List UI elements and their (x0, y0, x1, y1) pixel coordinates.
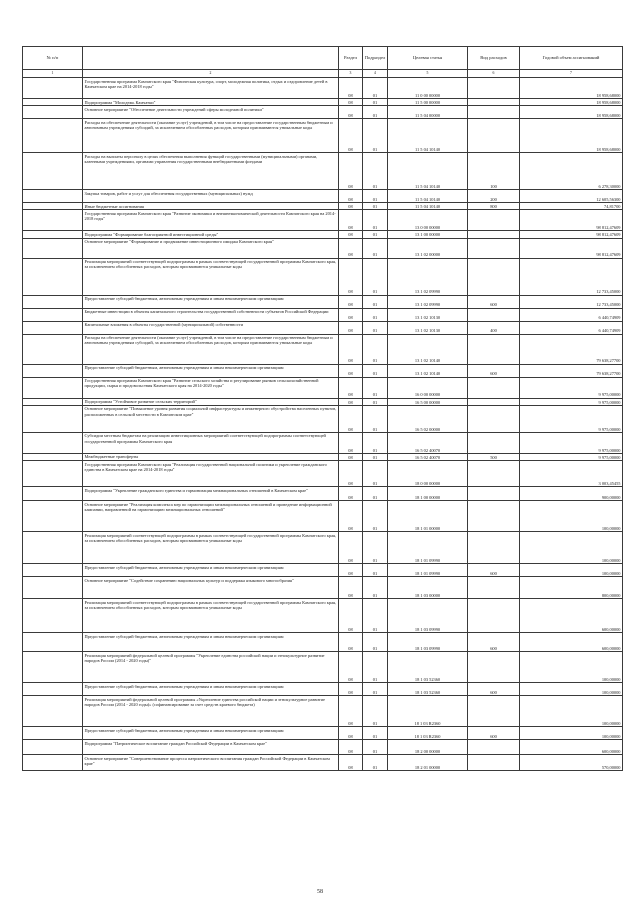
subsection-cell: 01 (363, 487, 388, 501)
subsection-cell: 01 (363, 599, 388, 633)
row-number-cell (23, 364, 83, 377)
table-row (23, 652, 623, 683)
target-article-cell: 18 1 03 52360 (388, 652, 468, 683)
section-cell: 08 (339, 321, 363, 334)
table-row (23, 231, 623, 238)
subsection-cell: 01 (363, 755, 388, 771)
table-row (23, 696, 623, 727)
amount-cell: 100,00000 (520, 727, 623, 740)
amount-cell: 98 812,47609 (520, 238, 623, 258)
subsection-cell: 01 (363, 564, 388, 577)
subsection-cell: 01 (363, 532, 388, 564)
target-article-cell: 13 0 00 00000 (388, 210, 468, 231)
row-number-cell (23, 210, 83, 231)
target-article-cell: 13 1 02 09990 (388, 258, 468, 295)
amount-cell: 3 003,45455 (520, 461, 623, 487)
subsection-cell: 01 (363, 727, 388, 740)
amount-cell: 800,00000 (520, 577, 623, 599)
expense-type-cell (468, 238, 520, 258)
amount-cell: 6 440,74909 (520, 321, 623, 334)
header-no: № п/п (23, 47, 83, 70)
table-row (23, 190, 623, 203)
table-row (23, 487, 623, 501)
target-article-cell: 13 1 02 10130 (388, 321, 468, 334)
expense-type-cell (468, 487, 520, 501)
section-cell: 08 (339, 727, 363, 740)
row-number-cell (23, 755, 83, 771)
expense-type-cell (468, 405, 520, 432)
expense-type-cell (468, 577, 520, 599)
section-cell: 08 (339, 238, 363, 258)
column-number: 6 (468, 70, 520, 78)
item-name-cell: Иные бюджетные ассигнования (83, 203, 339, 210)
section-cell: 08 (339, 203, 363, 210)
expense-type-cell: 600 (468, 295, 520, 308)
item-name-cell: Реализация мероприятий соответствующей подпрограммы в рамках соответствующей государственной программы Камчатского края, за исключением обособленных расходов, которым присваиваются уникальные коды (83, 599, 339, 633)
section-cell: 08 (339, 740, 363, 755)
item-name-cell: Государственная программа Камчатского края "Физическая культура, спорт, молодежная политика, отдых и оздоровление детей в Камчатском крае на 2014-2018 годы" (83, 78, 339, 99)
row-number-cell (23, 696, 83, 727)
section-cell: 08 (339, 652, 363, 683)
row-number-cell (23, 432, 83, 453)
target-article-cell: 11 5 00 00000 (388, 99, 468, 106)
expense-type-cell (468, 308, 520, 321)
item-name-cell: Капитальные вложения в объекты государственной (муниципальной) собственности (83, 321, 339, 334)
item-name-cell: Межбюджетные трансферты (83, 453, 339, 460)
subsection-cell: 01 (363, 190, 388, 203)
expense-type-cell (468, 696, 520, 727)
subsection-cell: 01 (363, 334, 388, 364)
section-cell: 08 (339, 577, 363, 599)
expense-type-cell (468, 461, 520, 487)
row-number-cell (23, 231, 83, 238)
target-article-cell: 18 1 03 52360 (388, 683, 468, 696)
section-cell: 08 (339, 295, 363, 308)
item-name-cell: Подпрограмма "Укрепление гражданского единства и гармонизация межнациональных отношений в Камчатском крае" (83, 487, 339, 501)
item-name-cell: Расходы на выплаты персоналу в целях обеспечения выполнения функций государственными (муниципальными) органами, казенными учреждениями, органами управления государственными внебюджетными фондами (83, 153, 339, 190)
expense-type-cell (468, 258, 520, 295)
row-number-cell (23, 377, 83, 398)
target-article-cell: 18 0 00 00000 (388, 461, 468, 487)
expense-type-cell: 100 (468, 153, 520, 190)
amount-cell: 6 278,30000 (520, 153, 623, 190)
expense-type-cell: 600 (468, 633, 520, 652)
target-article-cell: 13 1 02 10140 (388, 334, 468, 364)
column-number: 7 (520, 70, 623, 78)
target-article-cell: 18 2 01 00000 (388, 755, 468, 771)
target-article-cell: 18 1 03 R2360 (388, 727, 468, 740)
section-cell: 08 (339, 258, 363, 295)
amount-cell: 600,00000 (520, 740, 623, 755)
section-cell: 08 (339, 461, 363, 487)
row-number-cell (23, 258, 83, 295)
header-target: Целевая статья (388, 47, 468, 70)
item-name-cell: Основное мероприятие "Совершенствование процесса патриотического воспитания граждан Российской Федерации в Камчатском крае" (83, 755, 339, 771)
amount-cell: 570,00000 (520, 755, 623, 771)
target-article-cell: 13 1 02 10130 (388, 308, 468, 321)
item-name-cell: Государственная программа Камчатского края "Развитие экономики и внешнеэкономической деятельности Камчатского края на 2014-2018 годы" (83, 210, 339, 231)
row-number-cell (23, 405, 83, 432)
item-name-cell: Предоставление субсидий бюджетным, автономным учреждениям и иным некоммерческим организациям (83, 564, 339, 577)
item-name-cell: Подпрограмма "Патриотическое воспитание граждан Российской Федерации в Камчатском крае" (83, 740, 339, 755)
section-cell: 08 (339, 308, 363, 321)
header-section: Раздел (339, 47, 363, 70)
table-row (23, 119, 623, 153)
target-article-cell: 11 5 04 00000 (388, 106, 468, 119)
section-cell: 08 (339, 453, 363, 460)
subsection-cell: 01 (363, 119, 388, 153)
target-article-cell: 18 1 03 00000 (388, 577, 468, 599)
target-article-cell: 18 1 03 R2360 (388, 696, 468, 727)
item-name-cell: Расходы на обеспечение деятельности (оказание услуг) учреждений, в том числе на предоставление государственным бюджетным и автономным учреждениям субсидий, за исключением обособленных расходов, которым присваиваются уникальные коды (83, 119, 339, 153)
section-cell: 08 (339, 377, 363, 398)
item-name-cell: Закупка товаров, работ и услуг для обеспечения государственных (муниципальных) нужд (83, 190, 339, 203)
subsection-cell: 01 (363, 740, 388, 755)
expense-type-cell (468, 501, 520, 532)
section-cell: 08 (339, 231, 363, 238)
subsection-cell: 01 (363, 405, 388, 432)
row-number-cell (23, 295, 83, 308)
section-cell: 08 (339, 432, 363, 453)
amount-cell: 600,00000 (520, 633, 623, 652)
item-name-cell: Подпрограмма "Устойчивое развитие сельских территорий" (83, 398, 339, 405)
amount-cell: 100,00000 (520, 564, 623, 577)
subsection-cell: 01 (363, 258, 388, 295)
row-number-cell (23, 652, 83, 683)
row-number-cell (23, 153, 83, 190)
section-cell: 08 (339, 683, 363, 696)
column-number: 1 (23, 70, 83, 78)
table-row (23, 564, 623, 577)
amount-cell: 9 975,00000 (520, 432, 623, 453)
row-number-cell (23, 99, 83, 106)
item-name-cell: Подпрограмма "Формирование благоприятной инвестиционной среды" (83, 231, 339, 238)
subsection-cell: 01 (363, 153, 388, 190)
amount-cell: 18 958,68000 (520, 119, 623, 153)
row-number-cell (23, 321, 83, 334)
expense-type-cell (468, 532, 520, 564)
table-row (23, 453, 623, 460)
target-article-cell: 18 2 00 00000 (388, 740, 468, 755)
header-expense-type: Вид расходов (468, 47, 520, 70)
amount-cell: 6 440,74909 (520, 308, 623, 321)
expense-type-cell: 500 (468, 453, 520, 460)
item-name-cell: Основное мероприятие "Содействие сохранению национальных культур и поддержка языкового многообразия" (83, 577, 339, 599)
amount-cell: 18 958,68000 (520, 78, 623, 99)
subsection-cell: 01 (363, 432, 388, 453)
target-article-cell: 11 5 04 10140 (388, 203, 468, 210)
target-article-cell: 18 1 01 09990 (388, 564, 468, 577)
subsection-cell: 01 (363, 78, 388, 99)
page-number: 58 (317, 889, 323, 895)
amount-cell: 600,00000 (520, 599, 623, 633)
table-row (23, 633, 623, 652)
section-cell: 08 (339, 364, 363, 377)
subsection-cell: 01 (363, 99, 388, 106)
target-article-cell: 13 1 02 10140 (388, 364, 468, 377)
item-name-cell: Субсидии местным бюджетам на реализацию инвестиционных мероприятий соответствующей подпрограммы соответствующей государственной программы Камчатского края (83, 432, 339, 453)
row-number-cell (23, 532, 83, 564)
row-number-cell (23, 398, 83, 405)
table-row (23, 106, 623, 119)
expense-type-cell: 600 (468, 727, 520, 740)
subsection-cell: 01 (363, 377, 388, 398)
subsection-cell: 01 (363, 210, 388, 231)
item-name-cell: Государственная программа Камчатского края "Реализация государственной национальной политики и укрепление гражданского единства в Камчатском крае на 2014-2018 годы" (83, 461, 339, 487)
column-number: 5 (388, 70, 468, 78)
amount-cell: 100,00000 (520, 696, 623, 727)
subsection-cell: 01 (363, 106, 388, 119)
table-row (23, 683, 623, 696)
section-cell: 08 (339, 119, 363, 153)
section-cell: 08 (339, 599, 363, 633)
row-number-cell (23, 119, 83, 153)
item-name-cell: Предоставление субсидий бюджетным, автономным учреждениям и иным некоммерческим организациям (83, 295, 339, 308)
amount-cell: 74,81700 (520, 203, 623, 210)
section-cell: 08 (339, 210, 363, 231)
header-name (83, 47, 339, 70)
table-row (23, 321, 623, 334)
subsection-cell: 01 (363, 398, 388, 405)
item-name-cell: Основное мероприятие "Реализация комплекса мер по гармонизации межнациональных отношений и проведение информационной кампании, направленной на гармонизацию межнациональных отношений" (83, 501, 339, 532)
row-number-cell (23, 106, 83, 119)
target-article-cell: 11 0 00 00000 (388, 78, 468, 99)
row-number-cell (23, 487, 83, 501)
expense-type-cell: 400 (468, 321, 520, 334)
subsection-cell: 01 (363, 321, 388, 334)
table-row (23, 577, 623, 599)
section-cell: 08 (339, 501, 363, 532)
subsection-cell: 01 (363, 501, 388, 532)
section-cell: 08 (339, 696, 363, 727)
expense-type-cell (468, 106, 520, 119)
column-number-row (23, 70, 623, 78)
subsection-cell: 01 (363, 652, 388, 683)
table-row (23, 727, 623, 740)
table-row (23, 334, 623, 364)
target-article-cell: 18 1 00 00000 (388, 487, 468, 501)
expense-type-cell (468, 334, 520, 364)
section-cell: 08 (339, 153, 363, 190)
amount-cell: 9 975,00000 (520, 398, 623, 405)
row-number-cell (23, 461, 83, 487)
row-number-cell (23, 78, 83, 99)
section-cell: 08 (339, 334, 363, 364)
target-article-cell: 18 1 01 00000 (388, 501, 468, 532)
section-cell: 08 (339, 106, 363, 119)
expense-type-cell (468, 755, 520, 771)
table-row (23, 432, 623, 453)
target-article-cell: 18 1 03 09990 (388, 633, 468, 652)
section-cell: 08 (339, 532, 363, 564)
column-number: 2 (83, 70, 339, 78)
subsection-cell: 01 (363, 238, 388, 258)
expense-type-cell (468, 398, 520, 405)
expense-type-cell (468, 78, 520, 99)
expense-type-cell (468, 599, 520, 633)
subsection-cell: 01 (363, 453, 388, 460)
target-article-cell: 16 5 02 40070 (388, 432, 468, 453)
item-name-cell: Государственная программа Камчатского края "Развитие сельского хозяйства и регулирование рынков сельскохозяйственной продукции, сырья и продовольствия Камчатского края на 2014-2020 годы" (83, 377, 339, 398)
subsection-cell: 01 (363, 696, 388, 727)
item-name-cell: Предоставление субсидий бюджетным, автономным учреждениям и иным некоммерческим организациям (83, 727, 339, 740)
target-article-cell: 13 1 02 00000 (388, 238, 468, 258)
subsection-cell: 01 (363, 308, 388, 321)
item-name-cell: Реализация мероприятий федеральной целевой программы "Укрепление единства российской нации и этнокультурное развитие народов России (2014 - 2020 годы)" (83, 652, 339, 683)
amount-cell: 100,00000 (520, 501, 623, 532)
target-article-cell: 18 1 03 09990 (388, 599, 468, 633)
table-row (23, 461, 623, 487)
amount-cell: 100,00000 (520, 683, 623, 696)
item-name-cell: Реализация мероприятий федеральной целевой программы «Укрепление единства российской нации и этнокультурное развитие народов России (2014 - 2020 годы)» (софинансирование за счет средств краевого бюджета) (83, 696, 339, 727)
item-name-cell: Подпрограмма "Молодежь Камчатки" (83, 99, 339, 106)
item-name-cell: Реализация мероприятий соответствующей подпрограммы в рамках соответствующей государственной программы Камчатского края, за исключением обособленных расходов, которым присваиваются уникальные коды (83, 532, 339, 564)
table-row (23, 203, 623, 210)
expense-type-cell (468, 432, 520, 453)
expense-type-cell (468, 740, 520, 755)
column-number: 4 (363, 70, 388, 78)
table-row (23, 153, 623, 190)
row-number-cell (23, 453, 83, 460)
expense-type-cell: 800 (468, 203, 520, 210)
subsection-cell: 01 (363, 231, 388, 238)
section-cell: 08 (339, 78, 363, 99)
target-article-cell: 16 0 00 00000 (388, 377, 468, 398)
table-row (23, 398, 623, 405)
table-row (23, 405, 623, 432)
expense-type-cell: 200 (468, 190, 520, 203)
table-row (23, 308, 623, 321)
amount-cell: 100,00000 (520, 652, 623, 683)
table-row (23, 599, 623, 633)
column-number: 3 (339, 70, 363, 78)
expense-type-cell (468, 99, 520, 106)
amount-cell: 98 812,47609 (520, 231, 623, 238)
section-cell: 08 (339, 190, 363, 203)
table-row (23, 99, 623, 106)
target-article-cell: 16 5 02 40070 (388, 453, 468, 460)
section-cell: 08 (339, 755, 363, 771)
item-name-cell: Бюджетные инвестиции в объекты капитального строительства государственной собственности субъектов Российской Федерации (83, 308, 339, 321)
row-number-cell (23, 501, 83, 532)
item-name-cell: Расходы на обеспечение деятельности (оказание услуг) учреждений, в том числе на предоставление государственным бюджетным и автономным учреждениям субсидий, за исключением обособленных расходов, которым присваиваются уникальные коды (83, 334, 339, 364)
item-name-cell: Основное мероприятие "Обеспечение деятельности учреждений сферы молодежной политики" (83, 106, 339, 119)
table-row (23, 210, 623, 231)
row-number-cell (23, 238, 83, 258)
row-number-cell (23, 203, 83, 210)
item-name-cell: Предоставление субсидий бюджетным, автономным учреждениям и иным некоммерческим организациям (83, 633, 339, 652)
row-number-cell (23, 740, 83, 755)
target-article-cell: 13 1 00 00000 (388, 231, 468, 238)
row-number-cell (23, 308, 83, 321)
expense-type-cell: 600 (468, 564, 520, 577)
row-number-cell (23, 727, 83, 740)
table-header-row (23, 47, 623, 70)
table-row (23, 78, 623, 99)
table-row (23, 238, 623, 258)
subsection-cell: 01 (363, 683, 388, 696)
section-cell: 08 (339, 564, 363, 577)
target-article-cell: 16 5 00 00000 (388, 398, 468, 405)
table-row (23, 532, 623, 564)
expense-type-cell: 600 (468, 683, 520, 696)
row-number-cell (23, 577, 83, 599)
row-number-cell (23, 683, 83, 696)
amount-cell: 100,00000 (520, 532, 623, 564)
table-body (23, 78, 623, 771)
subsection-cell: 01 (363, 633, 388, 652)
amount-cell: 12 733,45000 (520, 258, 623, 295)
table-row (23, 295, 623, 308)
section-cell: 08 (339, 405, 363, 432)
amount-cell: 12 605,56300 (520, 190, 623, 203)
expense-type-cell (468, 119, 520, 153)
table-row (23, 501, 623, 532)
expense-type-cell (468, 652, 520, 683)
target-article-cell: 18 1 01 09990 (388, 532, 468, 564)
target-article-cell: 11 5 04 10140 (388, 119, 468, 153)
amount-cell: 12 733,45000 (520, 295, 623, 308)
row-number-cell (23, 334, 83, 364)
amount-cell: 18 958,68000 (520, 99, 623, 106)
row-number-cell (23, 633, 83, 652)
target-article-cell: 16 5 02 00000 (388, 405, 468, 432)
budget-table (22, 46, 623, 771)
expense-type-cell (468, 231, 520, 238)
row-number-cell (23, 599, 83, 633)
target-article-cell: 13 1 02 09990 (388, 295, 468, 308)
target-article-cell: 11 5 04 10140 (388, 153, 468, 190)
item-name-cell: Основное мероприятие "Повышение уровня развития социальной инфраструктуры и инженерного обустройства населенных пунктов, расположенных в сельской местности в Камчатском крае" (83, 405, 339, 432)
item-name-cell: Предоставление субсидий бюджетным, автономным учреждениям и иным некоммерческим организациям (83, 364, 339, 377)
amount-cell: 900,00000 (520, 487, 623, 501)
amount-cell: 9 975,00000 (520, 377, 623, 398)
row-number-cell (23, 564, 83, 577)
target-article-cell: 11 5 04 10140 (388, 190, 468, 203)
amount-cell: 9 975,00000 (520, 405, 623, 432)
subsection-cell: 01 (363, 364, 388, 377)
amount-cell: 79 638,27700 (520, 364, 623, 377)
subsection-cell: 01 (363, 461, 388, 487)
amount-cell: 9 975,00000 (520, 453, 623, 460)
subsection-cell: 01 (363, 577, 388, 599)
table-row (23, 258, 623, 295)
table-row (23, 740, 623, 755)
section-cell: 08 (339, 99, 363, 106)
row-number-cell (23, 190, 83, 203)
header-amount: Годовой объем ассигнований (520, 47, 623, 70)
item-name-cell: Основное мероприятие "Формирование и продвижение инвестиционного имиджа Камчатского края" (83, 238, 339, 258)
expense-type-cell (468, 377, 520, 398)
table-row (23, 755, 623, 771)
table-row (23, 377, 623, 398)
section-cell: 08 (339, 398, 363, 405)
section-cell: 08 (339, 487, 363, 501)
expense-type-cell (468, 210, 520, 231)
item-name-cell: Предоставление субсидий бюджетным, автономным учреждениям и иным некоммерческим организациям (83, 683, 339, 696)
header-subsection: Подраздел (363, 47, 388, 70)
expense-type-cell: 600 (468, 364, 520, 377)
subsection-cell: 01 (363, 203, 388, 210)
table-row (23, 364, 623, 377)
subsection-cell: 01 (363, 295, 388, 308)
amount-cell: 98 812,47609 (520, 210, 623, 231)
section-cell: 08 (339, 633, 363, 652)
amount-cell: 79 638,27700 (520, 334, 623, 364)
amount-cell: 18 958,68000 (520, 106, 623, 119)
item-name-cell: Реализация мероприятий соответствующей подпрограммы в рамках соответствующей государственной программы Камчатского края, за исключением обособленных расходов, которым присваиваются уникальные коды (83, 258, 339, 295)
